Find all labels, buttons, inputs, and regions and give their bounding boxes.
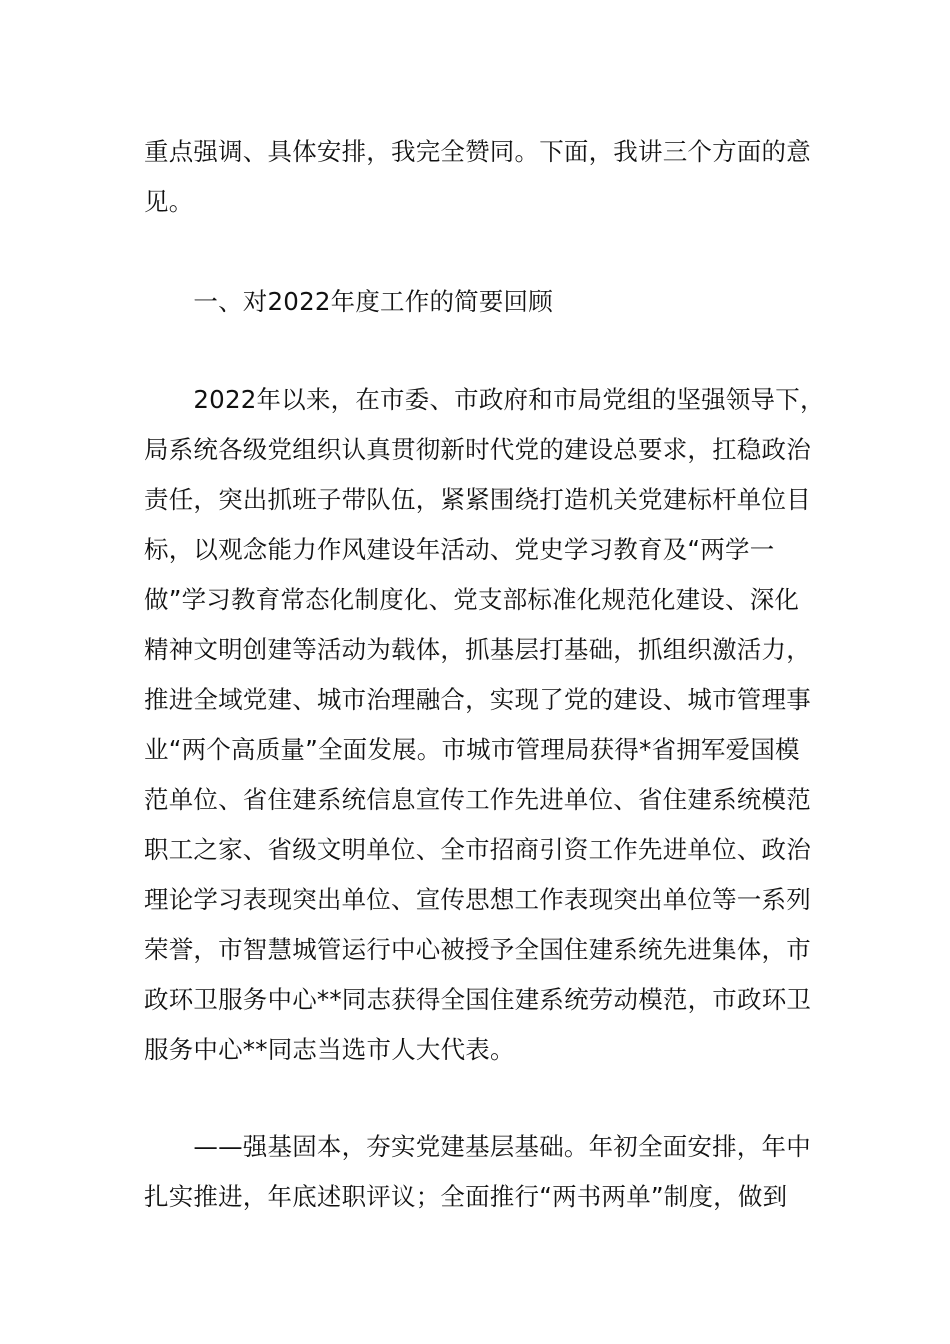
text-line: 荣誉，市智慧城管运行中心被授予全国住建系统先进集体，市 <box>144 935 811 964</box>
text-line: 推进全域党建、城市治理融合，实现了党的建设、城市管理事 <box>144 685 811 714</box>
text-line: 精神文明创建等活动为载体，抓基层打基础，抓组织激活力， <box>144 635 811 664</box>
text-line: 范单位、省住建系统信息宣传工作先进单位、省住建系统模范 <box>144 785 811 814</box>
text-line: 责任，突出抓班子带队伍，紧紧围绕打造机关党建标杆单位目 <box>144 485 811 514</box>
text-line: 理论学习表现突出单位、宣传思想工作表现突出单位等一系列 <box>144 885 811 914</box>
text-line: 业“两个高质量”全面发展。市城市管理局获得*省拥军爱国模 <box>144 735 800 764</box>
text-line: 2022年以来，在市委、市政府和市局党组的坚强领导下， <box>144 385 825 414</box>
section-heading: 一、对2022年度工作的简要回顾 <box>144 287 553 316</box>
text-line: 见。 <box>144 187 194 216</box>
text-line: 局系统各级党组织认真贯彻新时代党的建设总要求，扛稳政治 <box>144 435 811 464</box>
text-line: 扎实推进，年底述职评议；全面推行“两书两单”制度，做到 <box>144 1182 788 1211</box>
text-line: 服务中心**同志当选市人大代表。 <box>144 1035 515 1064</box>
text-line: ——强基固本，夯实党建基层基础。年初全面安排，年中 <box>144 1132 811 1161</box>
text-line: 做”学习教育常态化制度化、党支部标准化规范化建设、深化 <box>144 585 800 614</box>
text-line: 政环卫服务中心**同志获得全国住建系统劳动模范，市政环卫 <box>144 985 812 1014</box>
text-line: 职工之家、省级文明单位、全市招商引资工作先进单位、政治 <box>144 835 811 864</box>
text-line: 重点强调、具体安排，我完全赞同。下面，我讲三个方面的意 <box>144 137 811 166</box>
text-line: 标，以观念能力作风建设年活动、党史学习教育及“两学一 <box>144 535 775 564</box>
